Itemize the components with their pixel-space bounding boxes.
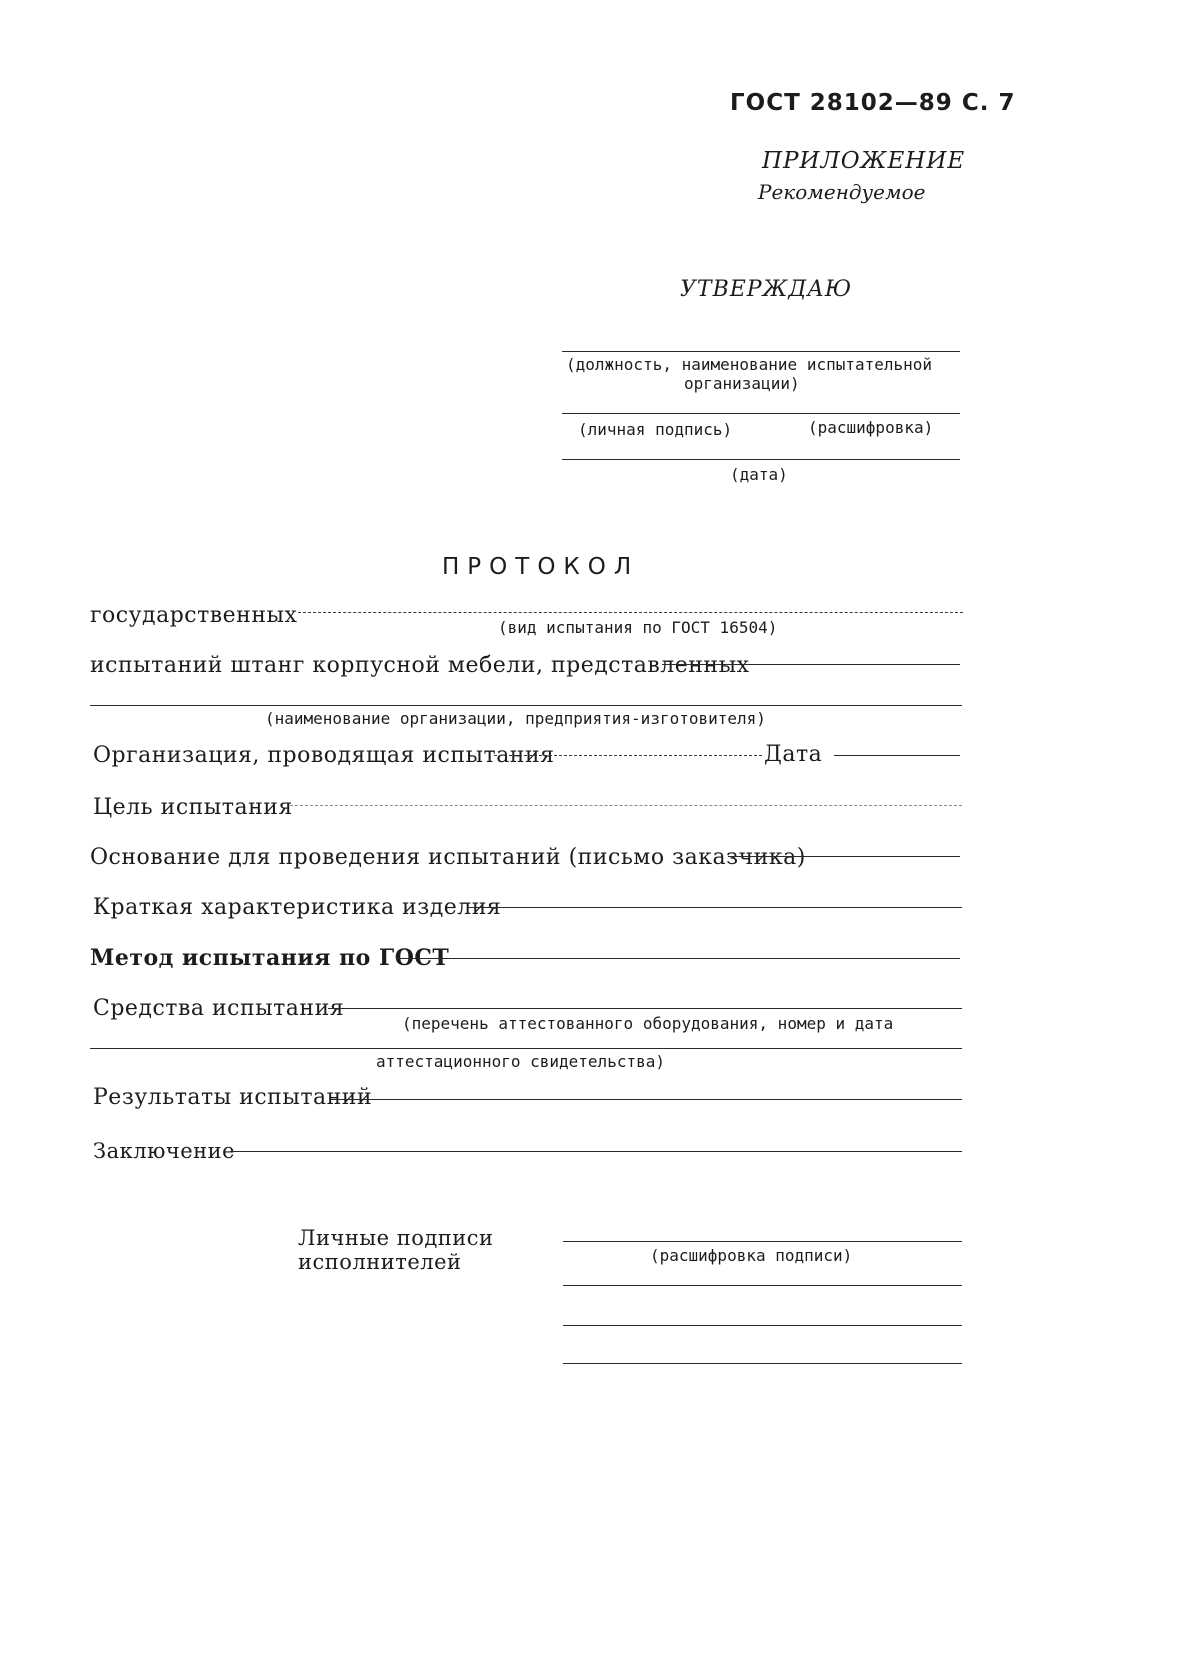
basis-label: Основание для проведения испытаний (письмо заказчика) [90,845,806,870]
approval-position-caption-1: (должность, наименование испытательной [566,355,933,374]
test-type-line[interactable] [298,612,963,613]
results-line[interactable] [330,1099,962,1100]
organization-label: Организация, проводящая испытания [93,743,555,768]
approval-signature-line[interactable] [562,413,960,414]
organization-line[interactable] [494,755,762,756]
date-line[interactable] [834,755,960,756]
approval-signature-caption: (личная подпись) [578,420,733,439]
signature-line-3[interactable] [563,1325,962,1326]
means-line[interactable] [328,1008,962,1009]
manufacturer-line[interactable] [90,705,962,706]
signatures-label-2: исполнителей [298,1250,462,1274]
tests-presented-label: испытаний штанг корпусной мебели, представленных [90,653,750,678]
equipment-caption-2: аттестационного свидетельства) [376,1052,665,1071]
signature-line-4[interactable] [563,1363,962,1364]
method-line[interactable] [396,958,960,959]
approval-position-line[interactable] [562,351,960,352]
characteristic-label: Краткая характеристика изделия [93,895,502,920]
date-label: Дата [764,742,823,767]
conclusion-line[interactable] [230,1151,962,1152]
appendix-title: ПРИЛОЖЕНИЕ [762,148,966,174]
manufacturer-caption: (наименование организации, предприятия-изготовителя) [265,709,766,728]
approval-position-caption-2: организации) [684,374,800,393]
tests-presented-line[interactable] [662,664,960,665]
characteristic-line[interactable] [468,907,962,908]
protocol-title: ПРОТОКОЛ [442,554,640,580]
conclusion-label: Заключение [93,1139,236,1163]
test-type-caption: (вид испытания по ГОСТ 16504) [498,618,778,637]
approval-date-line[interactable] [562,459,960,460]
signatures-label-1: Личные подписи [298,1226,494,1250]
approval-decoding-caption: (расшифровка) [808,418,934,437]
basis-line[interactable] [728,856,960,857]
appendix-status: Рекомендуемое [758,180,926,204]
equipment-line[interactable] [90,1048,962,1049]
purpose-line[interactable] [290,805,962,806]
state-tests-label: государственных [90,603,298,628]
results-label: Результаты испытаний [93,1085,373,1110]
method-label: Метод испытания по ГОСТ [90,945,450,971]
approval-date-caption: (дата) [730,465,788,484]
purpose-label: Цель испытания [93,795,293,820]
signature-decoding-caption: (расшифровка подписи) [650,1246,853,1265]
equipment-caption-1: (перечень аттестованного оборудования, номер и дата [402,1014,894,1033]
document-reference: ГОСТ 28102—89 С. 7 [730,90,1016,116]
means-label: Средства испытания [93,996,345,1021]
approval-title: УТВЕРЖДАЮ [680,277,853,302]
signature-line-1[interactable] [563,1241,962,1242]
signature-line-2[interactable] [563,1285,962,1286]
